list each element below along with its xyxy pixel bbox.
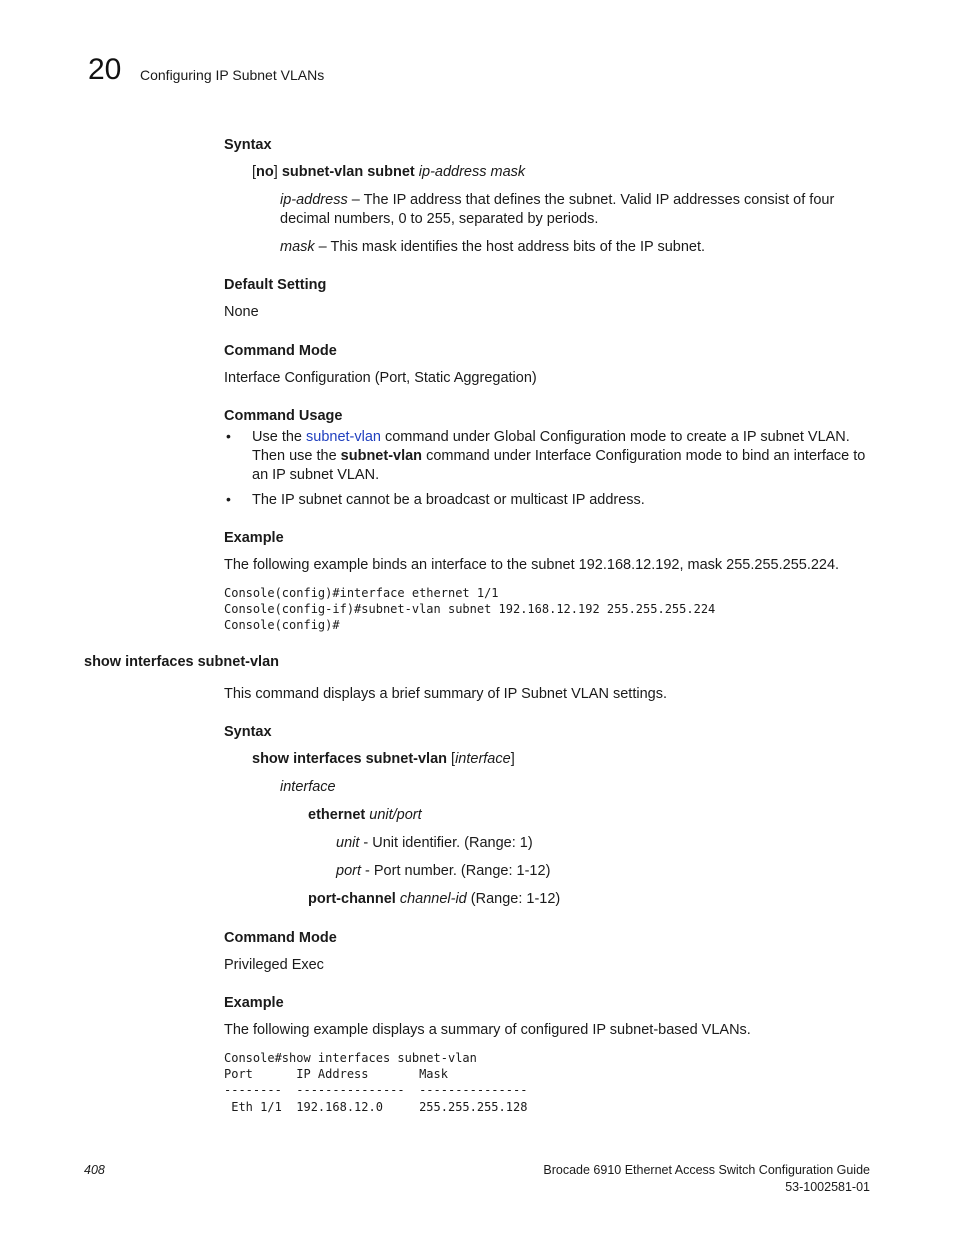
chapter-number: 20 xyxy=(88,53,122,86)
subnet-vlan-link[interactable]: subnet-vlan xyxy=(306,429,381,445)
syntax-command: show interfaces subnet-vlan xyxy=(252,751,452,767)
syntax-bracket-open: [ xyxy=(252,164,257,180)
syntax-heading: Syntax xyxy=(224,137,272,153)
example-heading: Example xyxy=(224,530,284,546)
usage-item-2: The IP subnet cannot be a broadcast or multicast IP address. xyxy=(252,492,645,508)
param-port-channel xyxy=(308,890,560,909)
param-keyword: ethernet xyxy=(308,807,370,823)
param-interface: interface xyxy=(280,779,336,795)
example-text: The following example binds an interface to the subnet 192.168.12.192, mask 255.255.255.224. xyxy=(224,557,840,573)
param-ethernet xyxy=(308,806,422,825)
param-name: mask xyxy=(280,239,315,255)
syntax-bracket-close: ] xyxy=(273,164,282,180)
param-port xyxy=(336,862,550,881)
param-desc: - Unit identifier. (Range: 1) xyxy=(359,835,533,851)
example-code: Console#show interfaces subnet-vlan Port IP Address Mask -------- --------------- --------------- Eth 1/1 192.168.12.0 255.255.255.128 xyxy=(224,1051,528,1114)
syntax-heading: Syntax xyxy=(224,724,272,740)
param-mask xyxy=(280,238,705,257)
mode-heading: Command Mode xyxy=(224,930,337,946)
syntax-no-keyword: no xyxy=(256,164,274,180)
param-name: port xyxy=(336,863,361,879)
section-description: This command displays a brief summary of IP Subnet VLAN settings. xyxy=(224,686,667,702)
param-keyword: port-channel xyxy=(308,891,400,907)
syntax-bracket-open: [ xyxy=(451,751,456,767)
param-name: ip-address xyxy=(280,192,348,208)
bullet-icon: • xyxy=(226,491,231,507)
param-range: (Range: 1-12) xyxy=(466,891,561,907)
bullet-icon: • xyxy=(226,428,231,444)
page-number: 408 xyxy=(84,1163,105,1177)
syntax-command: subnet-vlan subnet xyxy=(281,164,419,180)
usage-text: command under Global Configuration mode to create a IP subnet VLAN. Then use the xyxy=(252,429,850,464)
usage-heading: Command Usage xyxy=(224,408,343,424)
usage-text: Use the xyxy=(252,429,306,445)
example-text: The following example displays a summary of configured IP subnet-based VLANs. xyxy=(224,1022,751,1038)
usage-item-1 xyxy=(252,428,870,485)
syntax-arg: interface xyxy=(455,751,511,767)
syntax-args: ip-address mask xyxy=(418,164,526,180)
example-heading: Example xyxy=(224,995,284,1011)
param-ip-address xyxy=(280,191,870,229)
param-desc: - Port number. (Range: 1-12) xyxy=(361,863,551,879)
param-arg: channel-id xyxy=(399,891,467,907)
param-desc: – The IP address that defines the subnet. Valid IP addresses consist of four decimal numbers, 0 to 255, separated by periods. xyxy=(280,192,835,227)
mode-value: Privileged Exec xyxy=(224,957,324,973)
param-unit xyxy=(336,834,533,853)
usage-text: command under Interface Configuration mode to bind an interface to an IP subnet VLAN. xyxy=(252,448,866,483)
mode-heading: Command Mode xyxy=(224,343,337,359)
syntax-line xyxy=(252,163,525,182)
param-desc: – This mask identifies the host address bits of the IP subnet. xyxy=(314,239,706,255)
syntax-line xyxy=(252,750,515,769)
usage-keyword: subnet-vlan xyxy=(340,448,423,464)
param-arg: unit/port xyxy=(369,807,422,823)
mode-value: Interface Configuration (Port, Static Aggregation) xyxy=(224,370,537,386)
guide-title: Brocade 6910 Ethernet Access Switch Configuration Guide xyxy=(543,1163,870,1177)
default-heading: Default Setting xyxy=(224,277,327,293)
section-title: show interfaces subnet-vlan xyxy=(84,654,279,670)
default-value: None xyxy=(224,304,259,320)
param-name: unit xyxy=(336,835,360,851)
example-code: Console(config)#interface ethernet 1/1 Console(config-if)#subnet-vlan subnet 192.168.12.192 255.255.255.224 Console(config)# xyxy=(224,586,716,633)
doc-number: 53-1002581-01 xyxy=(785,1180,870,1194)
chapter-title: Configuring IP Subnet VLANs xyxy=(140,67,325,83)
syntax-bracket-close: ] xyxy=(510,751,515,767)
